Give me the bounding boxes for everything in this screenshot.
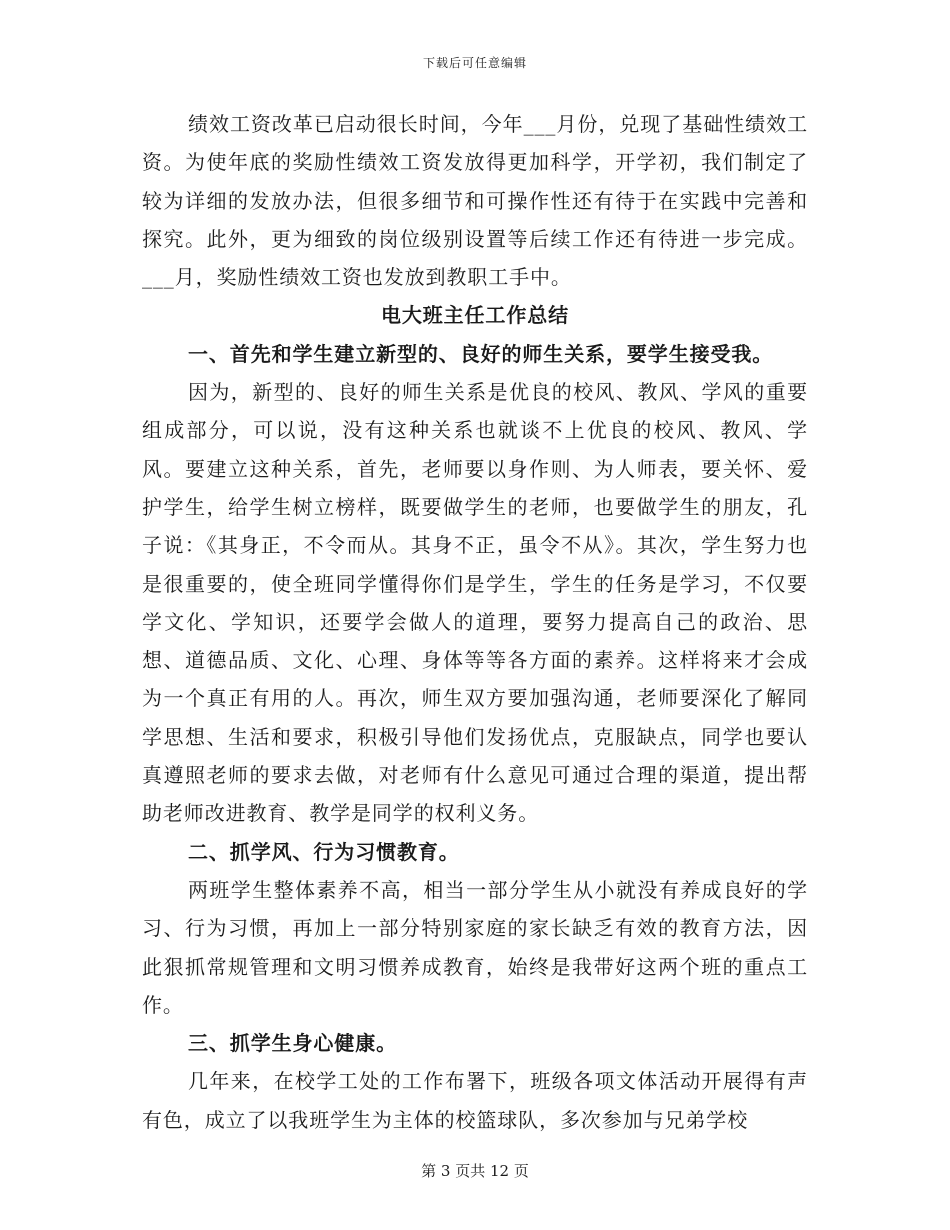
section-heading-2: 二、抓学风、行为习惯教育。 <box>188 839 460 864</box>
page-header: 下载后可任意编辑 <box>422 56 527 70</box>
section-heading-1: 一、首先和学生建立新型的、良好的师生关系，要学生接受我。 <box>188 341 774 366</box>
page-footer: 第 3 页共 12 页 <box>421 1162 529 1180</box>
section-paragraph-3: 几年来，在校学工处的工作布署下，班级各项文体活动开展得有声有色，成立了以我班学生为主体的校篮球队，多次参加与兄弟学校 <box>142 1069 808 1132</box>
section-heading-3: 三、抓学生身心健康。 <box>188 1031 397 1056</box>
section-paragraph-1: 因为，新型的、良好的师生关系是优良的校风、教风、学风的重要组成部分，可以说，没有这种关系也就谈不上优良的校风、教风、学风。要建立这种关系，首先，老师要以身作则、为人师表，要关怀、爱护学生，给学生树立榜样，既要做学生的老师，也要做学生的朋友，孔子说：《其身正，不令而从。其身不正，虽令不从》。其次，学生努力也是很重要的，使全班同学懂得你们是学生，学生的任务是学习，不仅要学文化、学知识，还要学会做人的道理，要努力提高自己的政治、思想、道德品质、文化、心理、身体等等各方面的素养。这样将来才会成为一个真正有用的人。再次，师生双方要加强沟通，老师要深化了解同学思想、生活和要求，积极引导他们发扬优点，克服缺点，同学也要认真遵照老师的要求去做，对老师有什么意见可通过合理的渠道，提出帮助老师改进教育、教学是同学的权利义务。 <box>142 380 808 826</box>
intro-paragraph: 绩效工资改革已启动很长时间，今年___月份，兑现了基础性绩效工资。为使年底的奖励性绩效工资发放得更加科学，开学初，我们制定了较为详细的发放办法，但很多细节和可操作性还有待于在实践中完善和探究。此外，更为细致的岗位级别设置等后续工作还有待进一步完成。___月，奖励性绩效工资也发放到教职工手中。 <box>142 112 808 290</box>
document-title: 电大班主任工作总结 <box>380 303 570 328</box>
section-paragraph-2: 两班学生整体素养不高，相当一部分学生从小就没有养成良好的学习、行为习惯，再加上一部分特别家庭的家长缺乏有效的教育方法，因此狠抓常规管理和文明习惯养成教育，始终是我带好这两个班的重点工作。 <box>142 877 808 1017</box>
document-body <box>142 105 808 1139</box>
